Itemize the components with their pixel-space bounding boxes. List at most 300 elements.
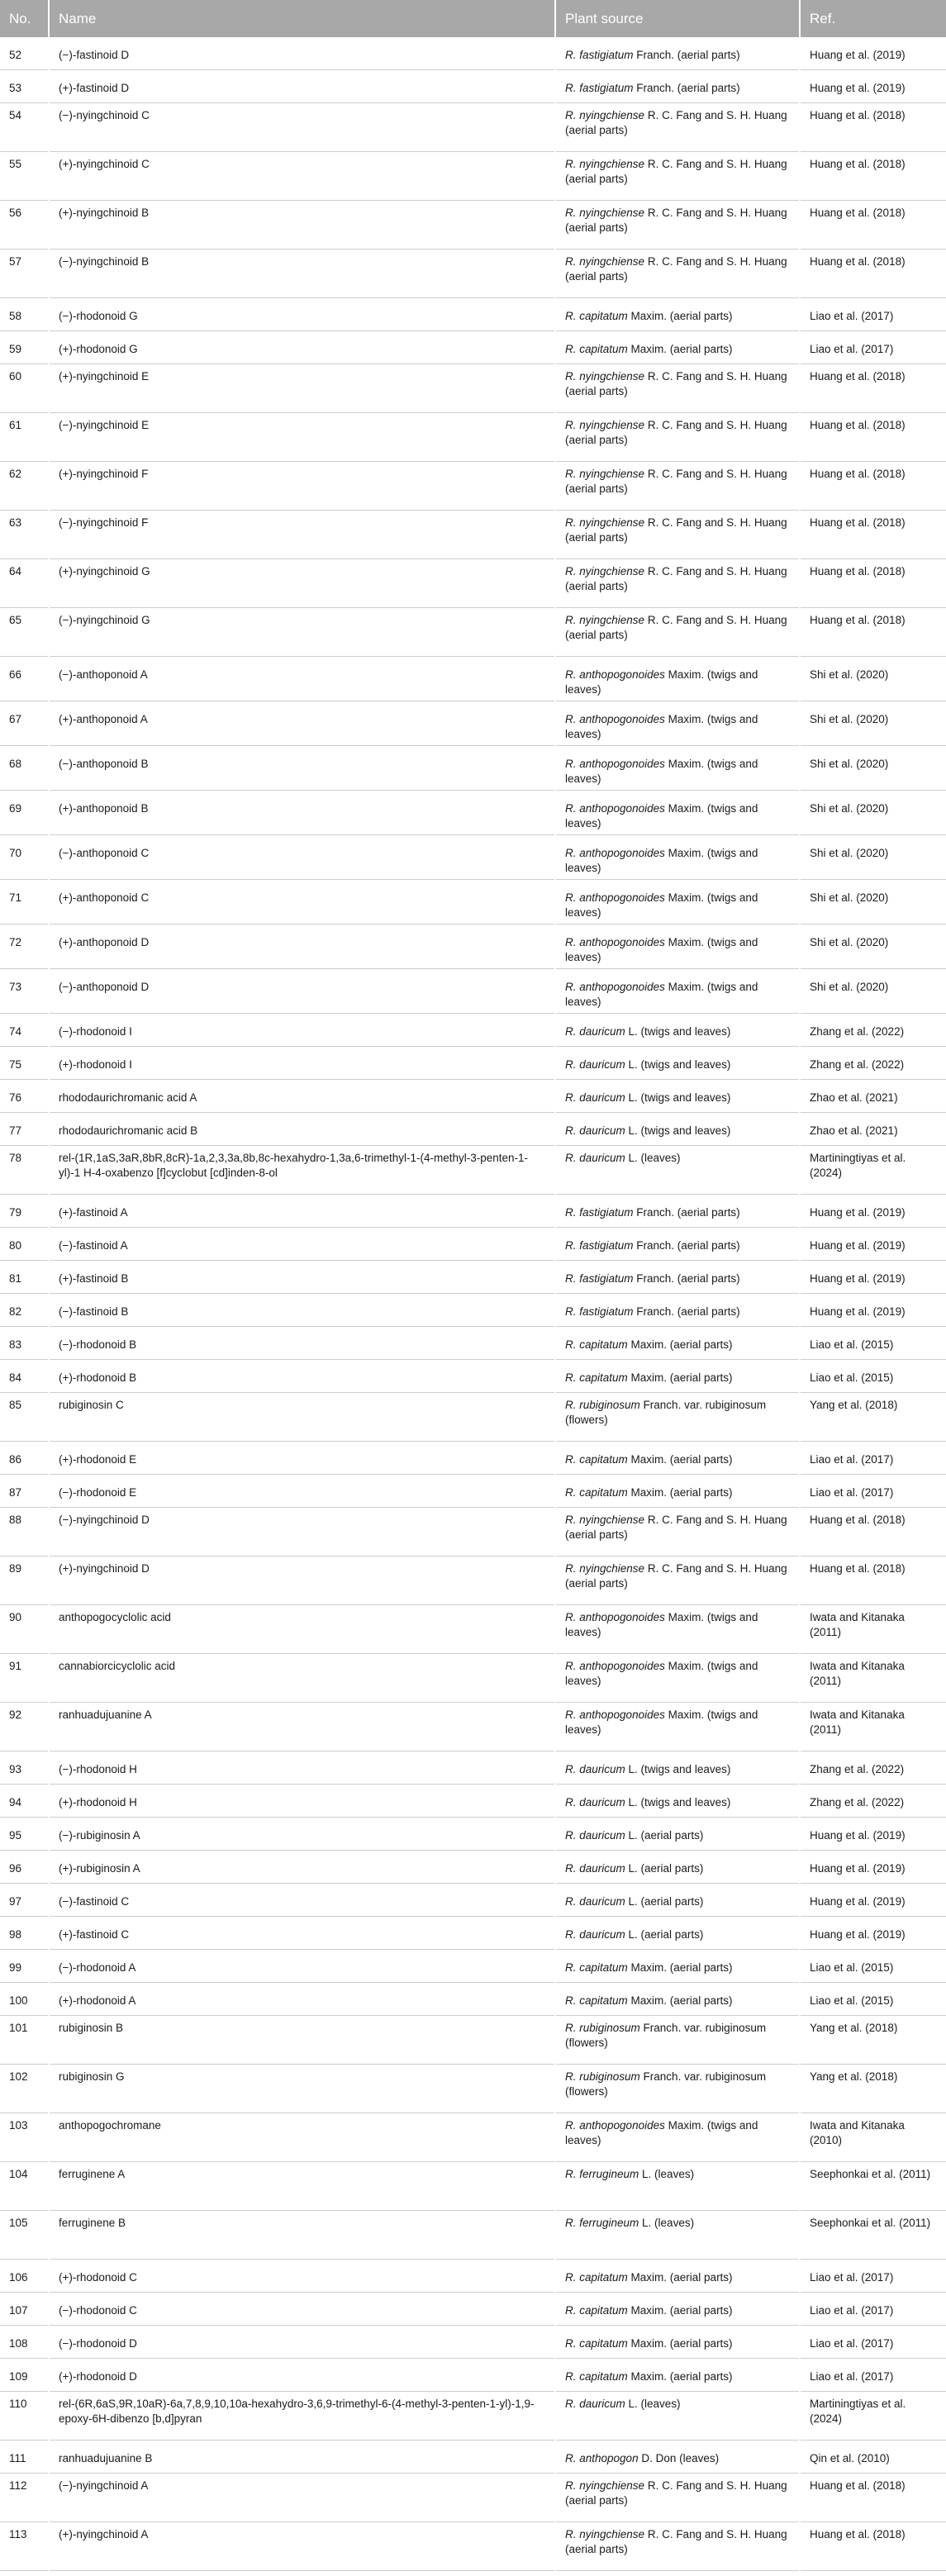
cell-ref: Huang et al. (2019) bbox=[800, 1228, 946, 1261]
cell-ref: Iwata and Kitanaka (2011) bbox=[800, 1654, 946, 1703]
cell-no: 67 bbox=[0, 701, 49, 746]
cell-plant-source bbox=[555, 1393, 800, 1442]
cell-ref: Huang et al. (2018) bbox=[800, 103, 946, 152]
cell-ref: Shi et al. (2020) bbox=[800, 701, 946, 746]
species-name: R. anthopogonoides bbox=[565, 802, 665, 815]
cell-no: 108 bbox=[0, 2326, 49, 2359]
cell-plant-source bbox=[555, 37, 800, 70]
cell-no: 88 bbox=[0, 1508, 49, 1557]
cell-ref: Martiningtiyas et al. (2024) bbox=[800, 1146, 946, 1195]
cell-no: 102 bbox=[0, 2065, 49, 2113]
cell-plant-source bbox=[555, 1146, 800, 1195]
cell-no: 55 bbox=[0, 152, 49, 201]
cell-name: (+)-anthoponoid A bbox=[49, 701, 555, 746]
cell-name: (+)-nyingchinoid A bbox=[49, 2522, 555, 2571]
cell-ref: Huang et al. (2018) bbox=[800, 511, 946, 559]
source-detail: Maxim. (aerial parts) bbox=[627, 1371, 733, 1384]
cell-name: (−)-nyingchinoid B bbox=[49, 250, 555, 298]
table-row bbox=[0, 880, 946, 924]
cell-ref: Zhang et al. (2022) bbox=[800, 1785, 946, 1818]
cell-name: (−)-fastinoid C bbox=[49, 1884, 555, 1917]
source-detail: L. (twigs and leaves) bbox=[625, 1025, 731, 1038]
cell-plant-source bbox=[555, 2260, 800, 2293]
cell-plant-source bbox=[555, 1014, 800, 1047]
cell-plant-source bbox=[555, 1195, 800, 1228]
cell-ref: Shi et al. (2020) bbox=[800, 657, 946, 701]
table-row bbox=[0, 657, 946, 701]
cell-name: (+)-rhodonoid G bbox=[49, 331, 555, 364]
cell-name: (−)-nyingchinoid C bbox=[49, 103, 555, 152]
cell-name: (+)-rhodonoid C bbox=[49, 2260, 555, 2293]
cell-name: rhododaurichromanic acid A bbox=[49, 1080, 555, 1113]
header-source: Plant source bbox=[555, 0, 800, 37]
species-name: R. ferrugineum bbox=[565, 2217, 639, 2229]
source-detail: Franch. (aerial parts) bbox=[633, 1272, 740, 1285]
cell-name: (−)-anthoponoid A bbox=[49, 657, 555, 701]
cell-no: 104 bbox=[0, 2162, 49, 2211]
cell-no: 99 bbox=[0, 1950, 49, 1983]
species-name: R. rubiginosum bbox=[565, 2070, 640, 2083]
cell-name: rubiginosin G bbox=[49, 2065, 555, 2113]
cell-no: 71 bbox=[0, 880, 49, 924]
table-row bbox=[0, 250, 946, 298]
source-detail: L. (twigs and leaves) bbox=[625, 1091, 731, 1104]
source-detail: R. C. Fang and S. H. Huang (aerial parts) bbox=[565, 565, 787, 592]
cell-no: 54 bbox=[0, 103, 49, 152]
table-row bbox=[0, 1508, 946, 1557]
cell-name: rubiginosin B bbox=[49, 2016, 555, 2065]
cell-no: 84 bbox=[0, 1360, 49, 1393]
cell-plant-source bbox=[555, 1294, 800, 1327]
species-name: R. nyingchiense bbox=[565, 516, 645, 529]
source-detail: Maxim. (twigs and leaves) bbox=[565, 981, 758, 1008]
species-name: R. capitatum bbox=[565, 1453, 628, 1466]
cell-name: (−)-fastinoid B bbox=[49, 1294, 555, 1327]
species-name: R. nyingchiense bbox=[565, 468, 645, 480]
table-row bbox=[0, 2441, 946, 2474]
cell-no: 81 bbox=[0, 1261, 49, 1294]
cell-no: 59 bbox=[0, 331, 49, 364]
table-row bbox=[0, 2260, 946, 2293]
cell-name: (+)-fastinoid B bbox=[49, 1261, 555, 1294]
source-detail: Maxim. (aerial parts) bbox=[627, 1486, 733, 1499]
cell-no: 75 bbox=[0, 1047, 49, 1080]
cell-name: (+)-rhodonoid B bbox=[49, 1360, 555, 1393]
source-detail: L. (twigs and leaves) bbox=[625, 1058, 731, 1071]
cell-ref: Huang et al. (2018) bbox=[800, 1557, 946, 1605]
table-row bbox=[0, 2474, 946, 2522]
cell-no: 106 bbox=[0, 2260, 49, 2293]
cell-name: cannabiorcicyclolic acid bbox=[49, 1654, 555, 1703]
table-row bbox=[0, 1605, 946, 1654]
cell-plant-source bbox=[555, 1228, 800, 1261]
cell-name: (−)-anthoponoid B bbox=[49, 746, 555, 791]
cell-ref: Liao et al. (2017) bbox=[800, 2359, 946, 2392]
species-name: R. capitatum bbox=[565, 1486, 628, 1499]
source-detail: Maxim. (twigs and leaves) bbox=[565, 1611, 758, 1638]
cell-plant-source bbox=[555, 969, 800, 1014]
cell-plant-source bbox=[555, 2211, 800, 2260]
species-name: R. nyingchiense bbox=[565, 109, 645, 121]
cell-name: (−)-rhodonoid I bbox=[49, 1014, 555, 1047]
table-row bbox=[0, 1950, 946, 1983]
cell-name: (−)-rhodonoid C bbox=[49, 2293, 555, 2326]
cell-plant-source bbox=[555, 1785, 800, 1818]
species-name: R. rubiginosum bbox=[565, 1399, 640, 1411]
cell-no: 89 bbox=[0, 1557, 49, 1605]
cell-name: (−)-rhodonoid D bbox=[49, 2326, 555, 2359]
table-row bbox=[0, 969, 946, 1014]
table-row bbox=[0, 413, 946, 462]
cell-plant-source bbox=[555, 70, 800, 103]
source-detail: R. C. Fang and S. H. Huang (aerial parts) bbox=[565, 109, 787, 136]
cell-plant-source bbox=[555, 298, 800, 331]
source-detail: Maxim. (aerial parts) bbox=[627, 1338, 733, 1351]
table-row bbox=[0, 1360, 946, 1393]
cell-ref: Iwata and Kitanaka (2011) bbox=[800, 1605, 946, 1654]
cell-ref: Huang et al. (2018) bbox=[800, 152, 946, 201]
species-name: R. anthopogonoides bbox=[565, 1611, 665, 1623]
cell-plant-source bbox=[555, 331, 800, 364]
cell-plant-source bbox=[555, 2293, 800, 2326]
source-detail: R. C. Fang and S. H. Huang (aerial parts) bbox=[565, 419, 787, 446]
table-row bbox=[0, 1393, 946, 1442]
source-detail: Franch. (aerial parts) bbox=[633, 1239, 740, 1252]
source-detail: Maxim. (aerial parts) bbox=[627, 1961, 733, 1974]
species-name: R. dauricum bbox=[565, 1862, 625, 1875]
source-detail: Maxim. (twigs and leaves) bbox=[565, 668, 758, 696]
table-row bbox=[0, 1113, 946, 1146]
cell-no: 95 bbox=[0, 1818, 49, 1851]
cell-name: (−)-nyingchinoid F bbox=[49, 511, 555, 559]
cell-ref: Yang et al. (2018) bbox=[800, 2016, 946, 2065]
source-detail: Franch. (aerial parts) bbox=[633, 49, 740, 61]
source-detail: R. C. Fang and S. H. Huang (aerial parts) bbox=[565, 614, 787, 641]
source-detail: Maxim. (twigs and leaves) bbox=[565, 713, 758, 740]
table-row bbox=[0, 2326, 946, 2359]
cell-name: (−)-rhodonoid G bbox=[49, 298, 555, 331]
species-name: R. ferrugineum bbox=[565, 2168, 639, 2180]
table-row bbox=[0, 1475, 946, 1508]
cell-name: (−)-fastinoid A bbox=[49, 1228, 555, 1261]
cell-ref: Huang et al. (2018) bbox=[800, 250, 946, 298]
cell-ref: Huang et al. (2018) bbox=[800, 364, 946, 413]
source-detail: R. C. Fang and S. H. Huang (aerial parts) bbox=[565, 468, 787, 495]
cell-no: 58 bbox=[0, 298, 49, 331]
header-row bbox=[0, 0, 946, 37]
cell-ref: Huang et al. (2019) bbox=[800, 1294, 946, 1327]
cell-name: (−)-anthoponoid D bbox=[49, 969, 555, 1014]
cell-name: ranhuadujuanine A bbox=[49, 1703, 555, 1751]
cell-plant-source bbox=[555, 2474, 800, 2522]
table-row bbox=[0, 1851, 946, 1884]
cell-ref: Liao et al. (2017) bbox=[800, 2293, 946, 2326]
cell-ref: Huang et al. (2018) bbox=[800, 2474, 946, 2522]
cell-name: (−)-nyingchinoid G bbox=[49, 608, 555, 657]
cell-no: 56 bbox=[0, 201, 49, 250]
cell-name: (−)-nyingchinoid E bbox=[49, 413, 555, 462]
header-ref: Ref. bbox=[800, 0, 946, 37]
source-detail: R. C. Fang and S. H. Huang (aerial parts) bbox=[565, 516, 787, 544]
cell-ref: Huang et al. (2018) bbox=[800, 201, 946, 250]
table-row bbox=[0, 2162, 946, 2211]
cell-no: 57 bbox=[0, 250, 49, 298]
species-name: R. capitatum bbox=[565, 343, 628, 355]
cell-no: 76 bbox=[0, 1080, 49, 1113]
cell-no: 87 bbox=[0, 1475, 49, 1508]
table-row bbox=[0, 1442, 946, 1475]
cell-plant-source bbox=[555, 1950, 800, 1983]
cell-plant-source bbox=[555, 1113, 800, 1146]
species-name: R. anthopogonoides bbox=[565, 936, 665, 948]
cell-plant-source bbox=[555, 2113, 800, 2162]
source-detail: Maxim. (twigs and leaves) bbox=[565, 891, 758, 919]
source-detail: R. C. Fang and S. H. Huang (aerial parts) bbox=[565, 1514, 787, 1541]
source-detail: L. (aerial parts) bbox=[625, 1895, 704, 1908]
table-row bbox=[0, 1557, 946, 1605]
cell-no: 103 bbox=[0, 2113, 49, 2162]
cell-no: 94 bbox=[0, 1785, 49, 1818]
cell-plant-source bbox=[555, 1360, 800, 1393]
table-row bbox=[0, 1261, 946, 1294]
cell-name: rel-(1R,1aS,3aR,8bR,8cR)-1a,2,3,3a,8b,8c-hexahydro-1,3a,6-trimethyl-1-(4-methyl-3-penten-1-yl)-1 H-4-oxabenzo [f]cyclobut [cd]inden-8-ol bbox=[49, 1146, 555, 1195]
source-detail: Franch. (aerial parts) bbox=[633, 1305, 740, 1318]
cell-ref: Huang et al. (2019) bbox=[800, 1884, 946, 1917]
cell-plant-source bbox=[555, 608, 800, 657]
cell-name: (−)-rhodonoid A bbox=[49, 1950, 555, 1983]
cell-ref: Huang et al. (2018) bbox=[800, 2522, 946, 2571]
species-name: R. dauricum bbox=[565, 2398, 625, 2410]
species-name: R. capitatum bbox=[565, 310, 628, 322]
cell-ref: Huang et al. (2018) bbox=[800, 559, 946, 608]
cell-ref: Liao et al. (2017) bbox=[800, 298, 946, 331]
source-detail: Maxim. (twigs and leaves) bbox=[565, 802, 758, 829]
table-row bbox=[0, 2016, 946, 2065]
source-detail: L. (twigs and leaves) bbox=[625, 1763, 731, 1775]
source-detail: Maxim. (twigs and leaves) bbox=[565, 1660, 758, 1687]
cell-ref: Huang et al. (2019) bbox=[800, 1851, 946, 1884]
cell-ref: Shi et al. (2020) bbox=[800, 969, 946, 1014]
species-name: R. dauricum bbox=[565, 1895, 625, 1908]
source-detail: L. (leaves) bbox=[625, 2398, 681, 2410]
cell-plant-source bbox=[555, 924, 800, 969]
species-name: R. anthopogonoides bbox=[565, 847, 665, 859]
cell-plant-source bbox=[555, 746, 800, 791]
cell-no: 78 bbox=[0, 1146, 49, 1195]
cell-ref: Zhang et al. (2022) bbox=[800, 1014, 946, 1047]
cell-no: 92 bbox=[0, 1703, 49, 1751]
cell-plant-source bbox=[555, 2392, 800, 2441]
cell-name: (+)-nyingchinoid G bbox=[49, 559, 555, 608]
table-row bbox=[0, 608, 946, 657]
source-detail: Maxim. (aerial parts) bbox=[627, 2370, 733, 2383]
source-detail: Maxim. (aerial parts) bbox=[627, 2337, 733, 2350]
cell-name: (−)-fastinoid D bbox=[49, 37, 555, 70]
cell-no: 79 bbox=[0, 1195, 49, 1228]
cell-name: (+)-nyingchinoid C bbox=[49, 152, 555, 201]
table-row bbox=[0, 791, 946, 835]
species-name: R. nyingchiense bbox=[565, 207, 645, 219]
table-row bbox=[0, 1080, 946, 1113]
source-detail: Maxim. (aerial parts) bbox=[627, 343, 733, 355]
cell-ref: Huang et al. (2019) bbox=[800, 70, 946, 103]
species-name: R. fastigiatum bbox=[565, 1272, 634, 1285]
cell-no: 70 bbox=[0, 835, 49, 880]
table-row bbox=[0, 924, 946, 969]
source-detail: Franch. (aerial parts) bbox=[633, 1206, 740, 1219]
cell-name: (+)-rhodonoid E bbox=[49, 1442, 555, 1475]
cell-plant-source bbox=[555, 880, 800, 924]
cell-ref: Zhang et al. (2022) bbox=[800, 1047, 946, 1080]
cell-ref: Yang et al. (2018) bbox=[800, 1393, 946, 1442]
species-name: R. nyingchiense bbox=[565, 2479, 645, 2492]
cell-name: ferruginene B bbox=[49, 2211, 555, 2260]
cell-ref: Huang et al. (2019) bbox=[800, 1917, 946, 1950]
source-detail: R. C. Fang and S. H. Huang (aerial parts) bbox=[565, 370, 787, 397]
cell-plant-source bbox=[555, 2326, 800, 2359]
cell-plant-source bbox=[555, 1703, 800, 1751]
species-name: R. dauricum bbox=[565, 1796, 625, 1808]
cell-name: rhododaurichromanic acid B bbox=[49, 1113, 555, 1146]
species-name: R. nyingchiense bbox=[565, 2528, 645, 2540]
species-name: R. fastigiatum bbox=[565, 82, 634, 94]
cell-no: 53 bbox=[0, 70, 49, 103]
table-row bbox=[0, 1983, 946, 2016]
cell-ref: Huang et al. (2019) bbox=[800, 1195, 946, 1228]
cell-name: (−)-rhodonoid H bbox=[49, 1751, 555, 1785]
cell-ref: Huang et al. (2019) bbox=[800, 1261, 946, 1294]
cell-ref: Shi et al. (2020) bbox=[800, 791, 946, 835]
cell-no: 111 bbox=[0, 2441, 49, 2474]
species-name: R. nyingchiense bbox=[565, 565, 645, 577]
source-detail: L. (leaves) bbox=[639, 2168, 695, 2180]
cell-plant-source bbox=[555, 2065, 800, 2113]
cell-ref: Liao et al. (2017) bbox=[800, 331, 946, 364]
source-detail: D. Don (leaves) bbox=[638, 2452, 720, 2464]
cell-no: 83 bbox=[0, 1327, 49, 1360]
table-row bbox=[0, 1785, 946, 1818]
species-name: R. anthopogonoides bbox=[565, 713, 665, 725]
species-name: R. capitatum bbox=[565, 1961, 628, 1974]
cell-plant-source bbox=[555, 1818, 800, 1851]
cell-ref: Iwata and Kitanaka (2011) bbox=[800, 1703, 946, 1751]
source-detail: L. (twigs and leaves) bbox=[625, 1124, 731, 1137]
table-row bbox=[0, 70, 946, 103]
cell-plant-source bbox=[555, 2162, 800, 2211]
table-row bbox=[0, 559, 946, 608]
table-row bbox=[0, 331, 946, 364]
cell-name: (−)-anthoponoid C bbox=[49, 835, 555, 880]
table-row bbox=[0, 1917, 946, 1950]
cell-plant-source bbox=[555, 511, 800, 559]
cell-no: 66 bbox=[0, 657, 49, 701]
cell-ref: Liao et al. (2015) bbox=[800, 1950, 946, 1983]
cell-no: 90 bbox=[0, 1605, 49, 1654]
cell-name: (+)-rhodonoid A bbox=[49, 1983, 555, 2016]
species-name: R. anthopogonoides bbox=[565, 1709, 665, 1721]
cell-ref: Seephonkai et al. (2011) bbox=[800, 2162, 946, 2211]
cell-ref: Liao et al. (2017) bbox=[800, 2260, 946, 2293]
source-detail: Franch. var. rubiginosum (flowers) bbox=[565, 2022, 767, 2049]
cell-no: 101 bbox=[0, 2016, 49, 2065]
species-name: R. nyingchiense bbox=[565, 158, 645, 170]
species-name: R. dauricum bbox=[565, 1152, 625, 1164]
cell-name: (+)-nyingchinoid F bbox=[49, 462, 555, 511]
cell-name: (+)-rhodonoid H bbox=[49, 1785, 555, 1818]
cell-name: (+)-anthoponoid B bbox=[49, 791, 555, 835]
table-row bbox=[0, 2211, 946, 2260]
cell-no: 85 bbox=[0, 1393, 49, 1442]
source-detail: R. C. Fang and S. H. Huang (aerial parts) bbox=[565, 2528, 787, 2555]
source-detail: R. C. Fang and S. H. Huang (aerial parts) bbox=[565, 2479, 787, 2507]
cell-no: 110 bbox=[0, 2392, 49, 2441]
species-name: R. nyingchiense bbox=[565, 370, 645, 383]
species-name: R. dauricum bbox=[565, 1763, 625, 1775]
cell-plant-source bbox=[555, 413, 800, 462]
species-name: R. fastigiatum bbox=[565, 1206, 634, 1219]
cell-plant-source bbox=[555, 2522, 800, 2571]
cell-plant-source bbox=[555, 1261, 800, 1294]
cell-plant-source bbox=[555, 152, 800, 201]
cell-name: (+)-nyingchinoid D bbox=[49, 1557, 555, 1605]
cell-no: 86 bbox=[0, 1442, 49, 1475]
species-name: R. nyingchiense bbox=[565, 1514, 645, 1526]
source-detail: Maxim. (twigs and leaves) bbox=[565, 2119, 758, 2146]
cell-ref: Yang et al. (2018) bbox=[800, 2065, 946, 2113]
species-name: R. capitatum bbox=[565, 1371, 628, 1384]
species-name: R. anthopogonoides bbox=[565, 1660, 665, 1672]
cell-plant-source bbox=[555, 462, 800, 511]
cell-plant-source bbox=[555, 1557, 800, 1605]
source-detail: L. (leaves) bbox=[625, 1152, 681, 1164]
cell-no: 64 bbox=[0, 559, 49, 608]
table-row bbox=[0, 103, 946, 152]
cell-name: rel-(6R,6aS,9R,10aR)-6a,7,8,9,10,10a-hexahydro-3,6,9-trimethyl-6-(4-methyl-3-penten-1-yl)-1,9-epoxy-6H-dibenzo [b,d]pyran bbox=[49, 2392, 555, 2441]
table-row bbox=[0, 2522, 946, 2571]
source-detail: L. (aerial parts) bbox=[625, 1862, 704, 1875]
table-body bbox=[0, 37, 946, 2571]
cell-name: ranhuadujuanine B bbox=[49, 2441, 555, 2474]
table-row bbox=[0, 37, 946, 70]
cell-no: 80 bbox=[0, 1228, 49, 1261]
source-detail: Franch. var. rubiginosum (flowers) bbox=[565, 2070, 767, 2098]
cell-ref: Shi et al. (2020) bbox=[800, 835, 946, 880]
source-detail: Maxim. (twigs and leaves) bbox=[565, 1709, 758, 1736]
cell-name: (−)-rhodonoid B bbox=[49, 1327, 555, 1360]
cell-plant-source bbox=[555, 1851, 800, 1884]
cell-plant-source bbox=[555, 250, 800, 298]
header-no: No. bbox=[0, 0, 49, 37]
cell-plant-source bbox=[555, 201, 800, 250]
source-detail: Maxim. (aerial parts) bbox=[627, 2304, 733, 2317]
cell-ref: Liao et al. (2017) bbox=[800, 1475, 946, 1508]
cell-no: 73 bbox=[0, 969, 49, 1014]
table-row bbox=[0, 1228, 946, 1261]
cell-no: 60 bbox=[0, 364, 49, 413]
cell-name: (+)-nyingchinoid B bbox=[49, 201, 555, 250]
table-row bbox=[0, 2293, 946, 2326]
species-name: R. capitatum bbox=[565, 2337, 628, 2350]
table-row bbox=[0, 1818, 946, 1851]
cell-name: (−)-rubiginosin A bbox=[49, 1818, 555, 1851]
cell-ref: Huang et al. (2018) bbox=[800, 608, 946, 657]
cell-no: 61 bbox=[0, 413, 49, 462]
species-name: R. anthopogonoides bbox=[565, 668, 665, 681]
cell-no: 107 bbox=[0, 2293, 49, 2326]
cell-ref: Zhang et al. (2022) bbox=[800, 1751, 946, 1785]
species-name: R. nyingchiense bbox=[565, 419, 645, 431]
source-detail: Maxim. (aerial parts) bbox=[627, 310, 733, 322]
